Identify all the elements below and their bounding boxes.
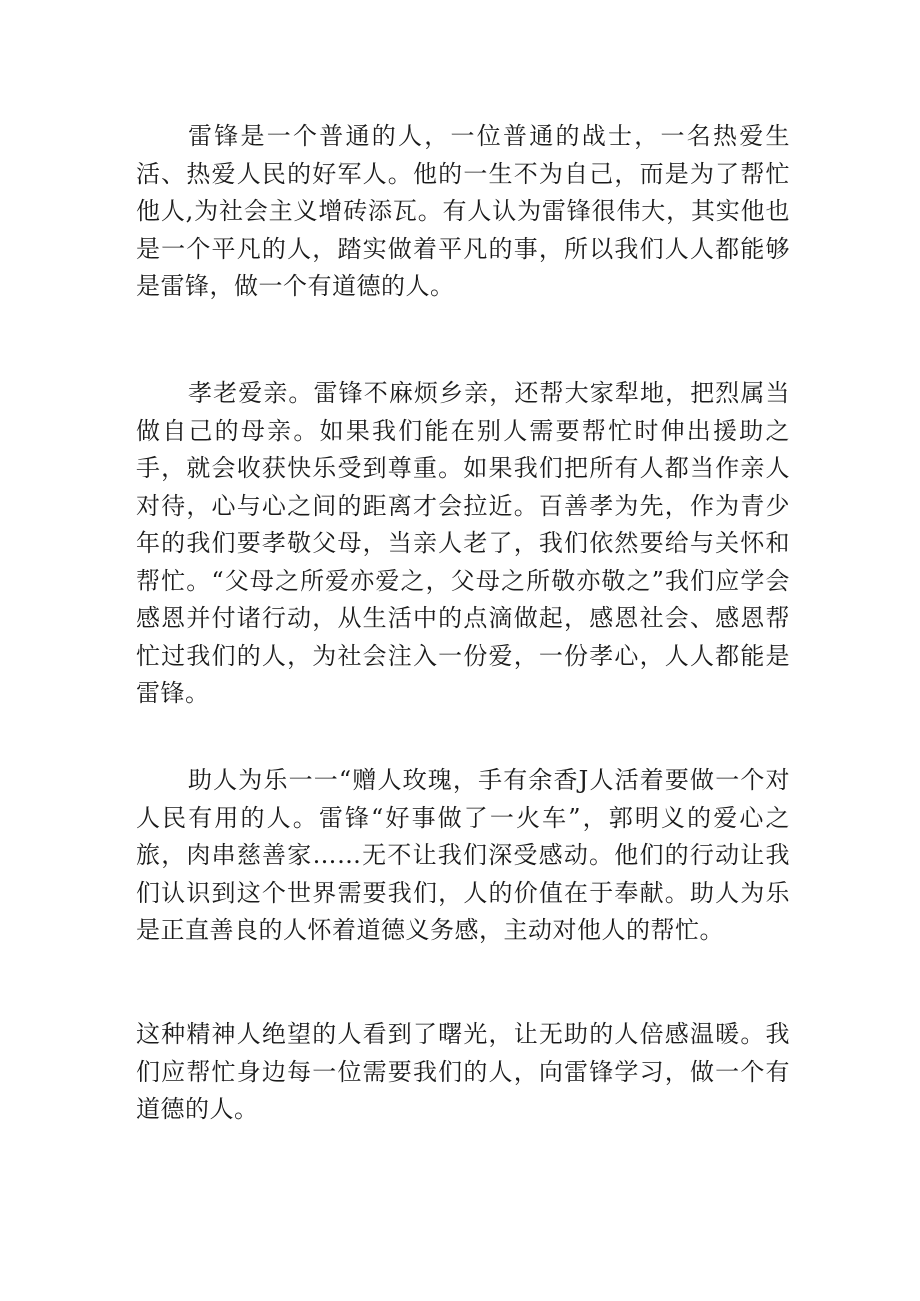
paragraph-3: 助人为乐一一“赠人玫瑰，手有余香J人活着要做一个对人民有用的人。雷锋“好事做了一火车”，郭明义的爱心之旅，肉串慈善家……无不让我们深受感动。他们的行动让我们认识到这个世界需要我们，人的价值在于奉献。助人为乐是正直善良的人怀着道德义务感，主动对他人的帮忙。 xyxy=(136,766,790,944)
paragraph-4: 这种精神人绝望的人看到了曙光，让无助的人倍感温暖。我们应帮忙身边每一位需要我们的人，向雷锋学习，做一个有道德的人。 xyxy=(136,1020,790,1123)
paragraph-1: 雷锋是一个普通的人，一位普通的战士，一名热爱生活、热爱人民的好军人。他的一生不为自己，而是为了帮忙他人,为社会主义增砖添瓦。有人认为雷锋很伟大，其实他也是一个平凡的人，踏实做着平凡的事，所以我们人人都能够是雷锋，做一个有道德的人。 xyxy=(136,122,790,300)
paragraph-2: 孝老爱亲。雷锋不麻烦乡亲，还帮大家犁地，把烈属当做自己的母亲。如果我们能在别人需要帮忙时伸出援助之手，就会收获快乐受到尊重。如果我们把所有人都当作亲人对待，心与心之间的距离才会拉近。百善孝为先，作为青少年的我们要孝敬父母，当亲人老了，我们依然要给与关怀和帮忙。“父母之所爱亦爱之，父母之所敬亦敬之”我们应学会感恩并付诸行动，从生活中的点滴做起，感恩社会、感恩帮忙过我们的人，为社会注入一份爱，一份孝心，人人都能是雷锋。 xyxy=(136,379,790,707)
